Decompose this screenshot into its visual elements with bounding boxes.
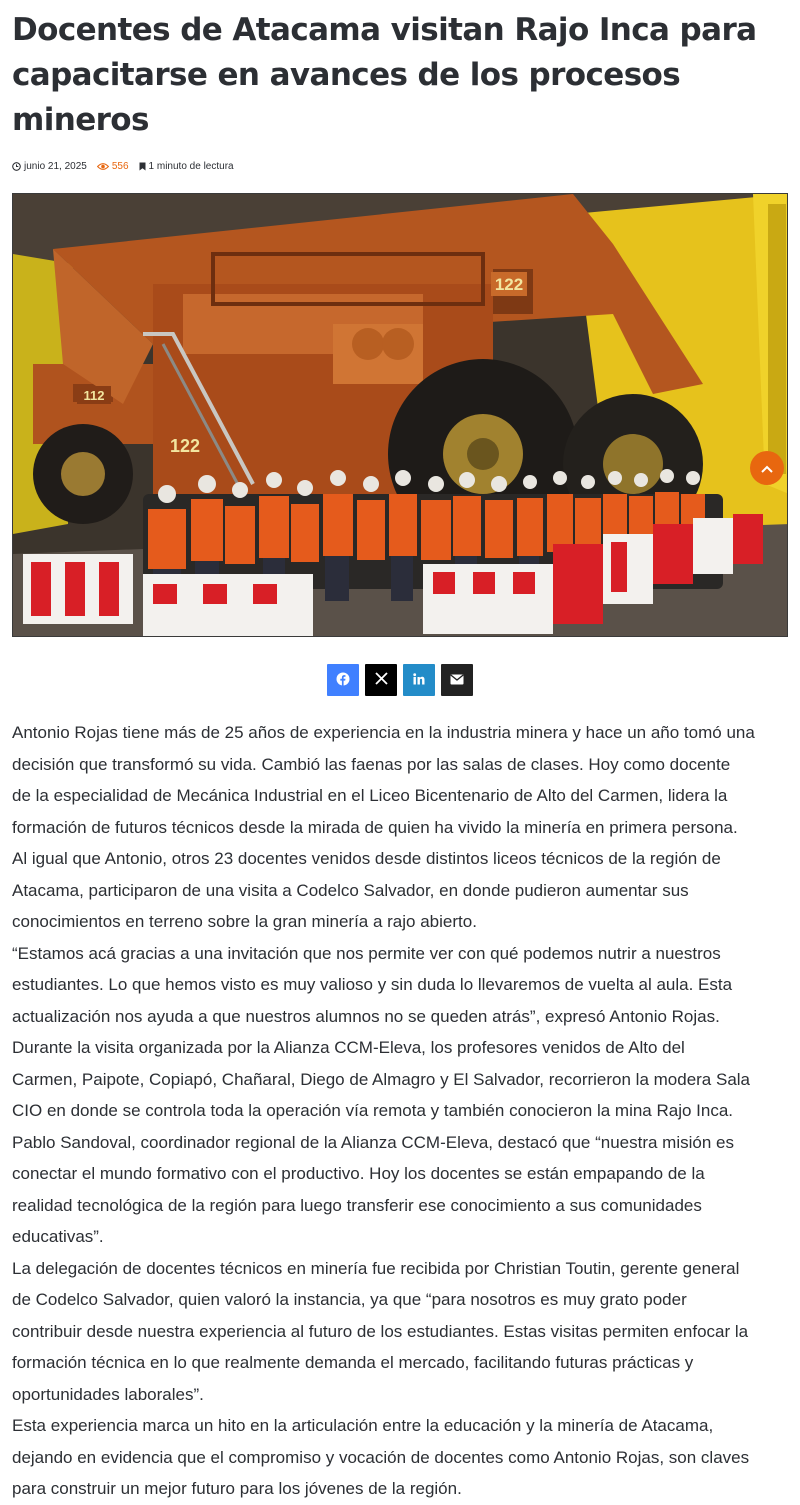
meta-views-count: 556 bbox=[111, 160, 129, 172]
chevron-up-icon bbox=[761, 461, 773, 476]
facebook-icon bbox=[336, 672, 350, 689]
article-body-line: actualización nos ayuda a que nuestros alumnos no se queden atrás”, expresó Antonio Rojas. bbox=[12, 1006, 720, 1026]
article-body-line: Esta experiencia marca un hito en la articulación entre la educación y la minería de Atacama, bbox=[12, 1416, 714, 1435]
share-buttons bbox=[12, 664, 788, 696]
eye-icon bbox=[97, 162, 109, 171]
email-icon bbox=[450, 673, 464, 688]
article-body-line: La delegación de docentes técnicos en minería fue recibida por Christian Toutin, gerente general bbox=[12, 1258, 740, 1278]
share-linkedin-button[interactable] bbox=[403, 664, 435, 696]
article-title bbox=[12, 8, 788, 143]
article-body-line: decisión que transformó su vida. Cambió las faenas por las salas de clases. Hoy como docente bbox=[12, 754, 731, 774]
article-body-line: realidad tecnológica de la región para luego transferir ese conocimiento a sus comunidades bbox=[12, 1195, 702, 1215]
article-title-line-1: Docentes de Atacama visitan Rajo Inca para bbox=[12, 12, 757, 48]
featured-image bbox=[12, 193, 788, 637]
article-body-line: formación de futuros técnicos desde la mirada de quien ha vivido la minería en primera persona. bbox=[12, 817, 738, 837]
article-body-line: para construir un mejor futuro para los jóvenes de la región. bbox=[12, 1479, 462, 1498]
article-body-line: Al igual que Antonio, otros 23 docentes venidos desde distintos liceos técnicos de la región de bbox=[12, 849, 721, 868]
meta-reading-time-text: 1 minuto de lectura bbox=[148, 160, 234, 172]
meta-views bbox=[97, 161, 129, 172]
clock-icon bbox=[12, 162, 21, 171]
linkedin-icon bbox=[413, 673, 425, 688]
article-body-line: educativas”. bbox=[12, 1227, 104, 1246]
article-body-line: “Estamos acá gracias a una invitación que nos permite ver con qué podemos nutrir a nuestros bbox=[12, 943, 721, 963]
truck-number-small: 112 bbox=[83, 388, 105, 403]
article bbox=[12, 0, 788, 1505]
article-meta bbox=[12, 159, 788, 173]
share-email-button[interactable] bbox=[441, 664, 473, 696]
article-body-line: Atacama, participaron de una visita a Codelco Salvador, en donde pudieron aumentar sus bbox=[12, 880, 689, 900]
article-body-line: Carmen, Paipote, Copiapó, Chañaral, Diego de Almagro y El Salvador, recorrieron la modera Sala bbox=[12, 1069, 751, 1089]
article-body-line: Pablo Sandoval, coordinador regional de la Alianza CCM-Eleva, destacó que “nuestra misión es bbox=[12, 1132, 734, 1152]
share-x-button[interactable] bbox=[365, 664, 397, 696]
article-body-line: Durante la visita organizada por la Alianza CCM-Eleva, los profesores venidos de Alto del bbox=[12, 1038, 685, 1057]
article-body bbox=[12, 717, 788, 1505]
truck-number: 122 bbox=[494, 275, 524, 294]
article-title-line-2: capacitarse en avances de los procesos mineros bbox=[12, 57, 681, 138]
scroll-to-top-button[interactable] bbox=[750, 451, 784, 485]
article-body-line: conectar el mundo formativo con el productivo. Hoy los docentes se están empapando de la bbox=[12, 1164, 705, 1183]
article-body-line: estudiantes. Lo que hemos visto es muy valioso y sin duda lo llevaremos de vuelta al aula. Esta bbox=[12, 975, 733, 994]
article-body-line: de la especialidad de Mecánica Industrial en el Liceo Bicentenario de Alto del Carmen, lidera la bbox=[12, 786, 728, 805]
article-body-line: contribuir desde nuestra experiencia al futuro de los estudiantes. Estas visitas permiten enfocar la bbox=[12, 1321, 749, 1341]
truck-number-side: 122 bbox=[169, 436, 201, 456]
bookmark-icon bbox=[139, 162, 146, 171]
article-body-line: conocimientos en terreno sobre la gran minería a rajo abierto. bbox=[12, 912, 477, 931]
x-icon bbox=[375, 672, 388, 688]
share-facebook-button[interactable] bbox=[327, 664, 359, 696]
article-body-line: formación técnica en lo que realmente demanda el mercado, facilitando futuras prácticas y bbox=[12, 1353, 694, 1372]
article-body-line: dejando en evidencia que el compromiso y vocación de docentes como Antonio Rojas, son claves bbox=[12, 1447, 750, 1467]
article-body-line: Antonio Rojas tiene más de 25 años de experiencia en la industria minera y hace un año tomó una bbox=[12, 723, 755, 742]
article-body-line: CIO en donde se controla toda la operación vía remota y también conocieron la mina Rajo Inca. bbox=[12, 1101, 734, 1120]
meta-reading-time bbox=[139, 161, 234, 172]
article-body-line: oportunidades laborales”. bbox=[12, 1384, 204, 1404]
article-body-line: de Codelco Salvador, quien valoró la instancia, ya que “para nosotros es muy grato poder bbox=[12, 1290, 687, 1309]
meta-date-text: junio 21, 2025 bbox=[24, 160, 87, 172]
meta-date bbox=[12, 161, 87, 172]
